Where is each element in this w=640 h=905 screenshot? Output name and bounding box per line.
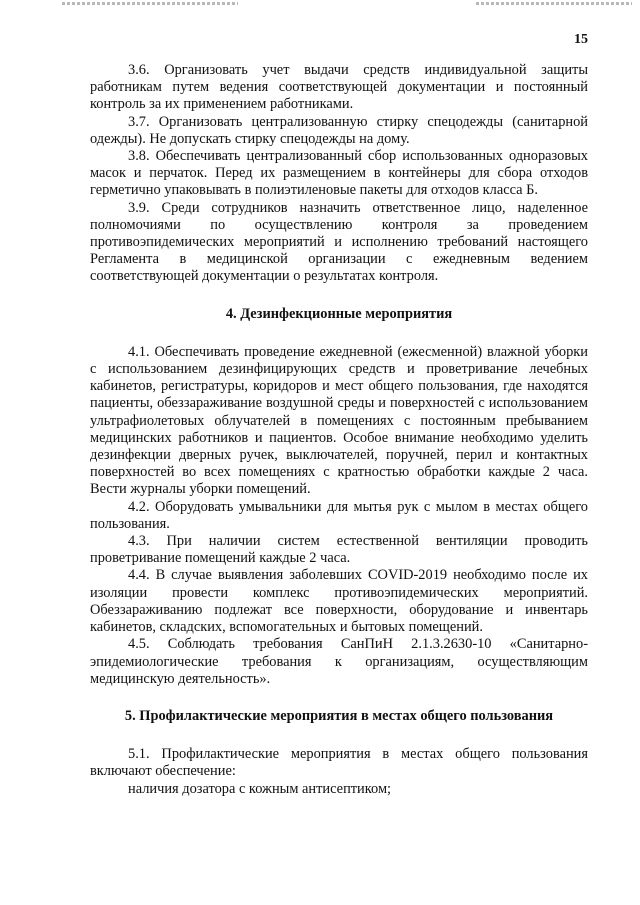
scan-artifact-top-left [62,2,238,5]
scan-artifact-top-right [476,2,632,5]
paragraph-5-1-item: наличия дозатора с кожным антисептиком; [128,780,392,797]
paragraph-3-8: 3.8. Обеспечивать централизованный сбор использованных одноразовых масок и перчаток. Перед их размещением в контейнеры для сбора отходов герметично упаковывать в полиэтиленовые пакеты для отходов класса Б. [90,148,588,199]
section-5-heading: 5. Профилактические мероприятия в местах общего пользования [124,707,554,724]
paragraph-3-7: 3.7. Организовать централизованную стирку спецодежды (санитарной одежды). Не допускать стирку спецодежды на дому. [90,113,588,147]
paragraph-4-2: 4.2. Оборудовать умывальники для мытья рук с мылом в местах общего пользования. [90,498,588,532]
paragraph-3-6: 3.6. Организовать учет выдачи средств индивидуальной защиты работникам путем ведения соответствующей документации и постоянный контроль за их применением работниками. [90,62,588,113]
paragraph-4-1: 4.1. Обеспечивать проведение ежедневной (ежесменной) влажной уборки с использованием дезинфицирующих средств и проветривание лечебных кабинетов, регистратуры, коридоров и мест общего пользования, где находятся пациенты, обеззараживание воздушной среды и поверхностей с использованием ультрафиолетовых облучателей в помещениях с постоянным пребыванием медицинских работников и пациентов. Особое внимание необходимо уделить дезинфекции дверных ручек, выключателей, поручней, перил и контактных поверхностей во всех помещениях с кратностью обработки каждые 2 часа. Вести журналы уборки помещений. [90,343,588,498]
section-4-heading: 4. Дезинфекционные мероприятия [225,305,453,322]
paragraph-4-3: 4.3. При наличии систем естественной вентиляции проводить проветривание помещений каждые 2 часа. [90,533,588,567]
document-body [90,62,588,798]
paragraph-3-9: 3.9. Среди сотрудников назначить ответственное лицо, наделенное полномочиями по осуществлению контроля за проведением противоэпидемических мероприятий и исполнению требований настоящего Регламента в медицинской организации с ежедневным ведением соответствующей документации о результатах контроля. [90,199,588,285]
page-number: 15 [574,32,588,47]
paragraph-5-1: 5.1. Профилактические мероприятия в местах общего пользования включают обеспечение: [90,746,588,780]
paragraph-4-4: 4.4. В случае выявления заболевших COVID-2019 необходимо после их изоляции провести комплекс противоэпидемических мероприятий. Обеззараживанию подлежат все поверхности, оборудование и инвентарь кабинетов, складских, вспомогательных и бытовых помещений. [90,567,588,636]
paragraph-4-5: 4.5. Соблюдать требования СанПиН 2.1.3.2630-10 «Санитарно-эпидемиологические требования к организациям, осуществляющим медицинскую деятельность». [90,636,588,687]
